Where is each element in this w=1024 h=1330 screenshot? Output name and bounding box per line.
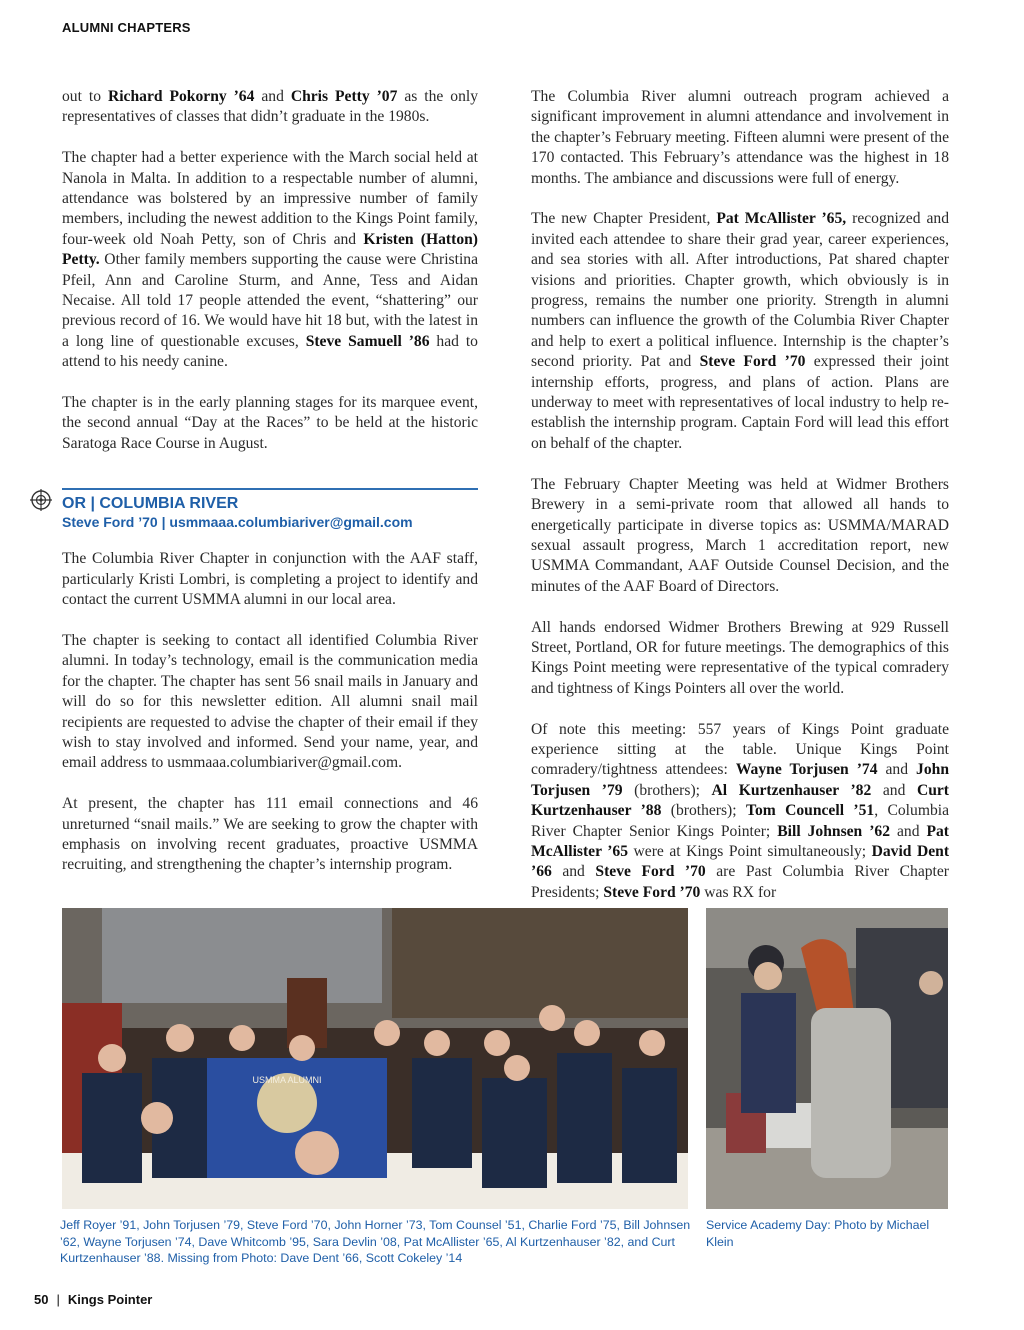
publication-name: Kings Pointer bbox=[67, 1292, 153, 1307]
bold-name: Pat McAllister ’65 bbox=[531, 822, 949, 860]
section-header: ALUMNI CHAPTERS bbox=[62, 20, 191, 35]
group-photo-caption: Jeff Royer ’91, John Torjusen ’79, Steve Ford ’70, John Horner ’73, Tom Counsel ’51, Charlie Ford ’75, Bill Johnsen ’62, Wayne Torjusen ’74, Dave Whitcomb ’95, Sara Devlin ’08, Pat McAllister ’65, Al Kurtzenhauser ’82, and Curt Kurtzenhauser ’88. Missing from Photo: Dave Dent ’66, Scott Cokeley ’14 bbox=[60, 1218, 691, 1266]
bold-name: Steve Samuell ’86 bbox=[305, 332, 430, 350]
bold-name: Richard Pokorny ’64 bbox=[107, 88, 255, 105]
bold-name: Steve Ford ’70 bbox=[699, 353, 806, 371]
paragraph: The chapter had a better experience with the March social held at Nanola in Malta. In addition to a respectable number of alumni, attendance was bolstered by an impressive number of family members, including the newest addition to the Kings Point family, four-week old Noah Petty, son of Chris and Kristen (Hatton) Petty. Other family members supporting the cause were Christina Pfeil, Ann and Caroline Sturm, and Anne, Tess and Aidan Necaise. All told 17 people attended the event, “shattering” our previous record of 16. We would have hit 18 but, with the latest in a long line of questionable excuses, Steve Samuell ’86 had to attend to his needy canine. bbox=[62, 149, 478, 371]
paragraph: The February Chapter Meeting was held at Widmer Brothers Brewery in a semi-private room that allowed all hands to energetically participate in diverse topics as: USMMA/MARAD sexual assault progress, March 1 accreditation report, new USMMA Commandant, AAF Outside Counsel Decision, and the minutes of the AAF Board of Directors. bbox=[531, 475, 949, 595]
paragraph: The Columbia River alumni outreach program achieved a significant improvement in alumni attendance and involvement in the chapter’s February meeting. Fifteen alumni were present of the 170 contacted. This February’s attendance was the highest in 18 months. The ambiance and discussions were full of energy. bbox=[531, 88, 949, 187]
flag-text: USMMA ALUMNI bbox=[252, 1075, 322, 1085]
bold-name: Tom Councell ’51 bbox=[745, 802, 875, 820]
paragraph: The Columbia River Chapter in conjunction with the AAF staff, particularly Kristi Lombri, is completing a project to identify and contact the current USMMA alumni in our local area. bbox=[62, 550, 478, 609]
bold-name: Steve Ford ’70 bbox=[595, 863, 706, 881]
bold-name: Pat McAllister ’65, bbox=[716, 210, 847, 228]
paragraph: The chapter is seeking to contact all identified Columbia River alumni. In today’s technology, email is the communication media for the chapter. The chapter has sent 56 snail mails in January and will do so for this newsletter edition. All alumni snail mail recipients are requested to advise the chapter of their email if they wish to stay involved and informed. Send your name, year, and email address to usmmaaa.columbiariver@gmail.com. bbox=[62, 631, 478, 772]
side-photo-caption: Service Academy Day: Photo by Michael Klein bbox=[706, 1218, 930, 1249]
paragraph: At present, the chapter has 111 email connections and 46 unreturned “snail mails.” We are seeking to grow the chapter with emphasis on involving recent graduates, proactive USMMA recruiting, and strengthening the chapter’s internship program. bbox=[62, 795, 478, 874]
group-photo bbox=[62, 908, 688, 1209]
bold-name: Kristen (Hatton) Petty. bbox=[62, 230, 478, 269]
chapter-contact[interactable]: Steve Ford ’70 | usmmaaa.columbiariver@gmail.com bbox=[62, 514, 413, 531]
bold-name: Wayne Torjusen ’74 bbox=[735, 761, 878, 779]
paragraph: out to Richard Pokorny ’64 and Chris Petty ’07 as the only representatives of classes that didn’t graduate in the 1980s. bbox=[62, 88, 479, 126]
bold-name: Steve Ford ’70 bbox=[603, 883, 701, 901]
bold-name: John Torjusen ’79 bbox=[531, 761, 949, 799]
right-column bbox=[531, 87, 949, 924]
bold-name: Bill Johnsen ’62 bbox=[777, 822, 890, 840]
paragraph: All hands endorsed Widmer Brothers Brewing at 929 Russell Street, Portland, OR for future meetings. The demographics of this Kings Point meeting were representative of the typical comradery and tightness of Kings Pointers all over the world. bbox=[531, 618, 949, 697]
paragraph: The chapter is in the early planning stages for its marquee event, the second annual “Day at the Races” to be held at the historic Saratoga Race Course in August. bbox=[62, 394, 478, 452]
paragraph: Of note this meeting: 557 years of Kings Point graduate experience sitting at the table. Unique Kings Point comradery/tightness attendees: Wayne Torjusen ’74 and John Torjusen ’79 (brothers); Al Kurtzenhauser ’82 and Curt Kurtzenhauser ’88 (brothers); Tom Councell ’51, Columbia River Chapter Senior Kings Pointer; Bill Johnsen ’62 and Pat McAllister ’65 were at Kings Point simultaneously; David Dent ’66 and Steve Ford ’70 are Past Columbia River Chapter Presidents; Steve Ford ’70 was RX for bbox=[531, 720, 950, 901]
left-column bbox=[62, 87, 478, 896]
bold-name: Curt Kurtzenhauser ’88 bbox=[531, 781, 949, 820]
bold-name: Al Kurtzenhauser ’82 bbox=[711, 781, 872, 799]
page-number: 50 bbox=[34, 1292, 49, 1307]
paragraph: The new Chapter President, Pat McAllister ’65, recognized and invited each attendee to share their grad year, career experiences, and sea stories with all. After introductions, Pat shared chapter visions and priorities. Chapter growth, which obviously is in progress, remains the number one priority. Strength in alumni numbers can influence the growth of the Columbia River Chapter and help to exert a political influence. Internship is the chapter’s second priority. Pat and Steve Ford ’70 expressed their joint internship efforts, progress, and plans of action. Plans are underway to meet with representatives of local industry to help re-establish the internship program. Captain Ford will lead this effort on behalf of the chapter. bbox=[531, 210, 949, 452]
service-academy-photo bbox=[706, 908, 948, 1209]
chapter-title: OR | COLUMBIA RIVER bbox=[62, 495, 239, 513]
page-footer bbox=[34, 1292, 152, 1307]
bold-name: Chris Petty ’07 bbox=[290, 88, 398, 105]
compass-icon bbox=[30, 489, 52, 511]
bold-name: David Dent ’66 bbox=[531, 842, 950, 881]
footer-separator: | bbox=[56, 1292, 60, 1307]
chapter-heading bbox=[62, 488, 478, 531]
